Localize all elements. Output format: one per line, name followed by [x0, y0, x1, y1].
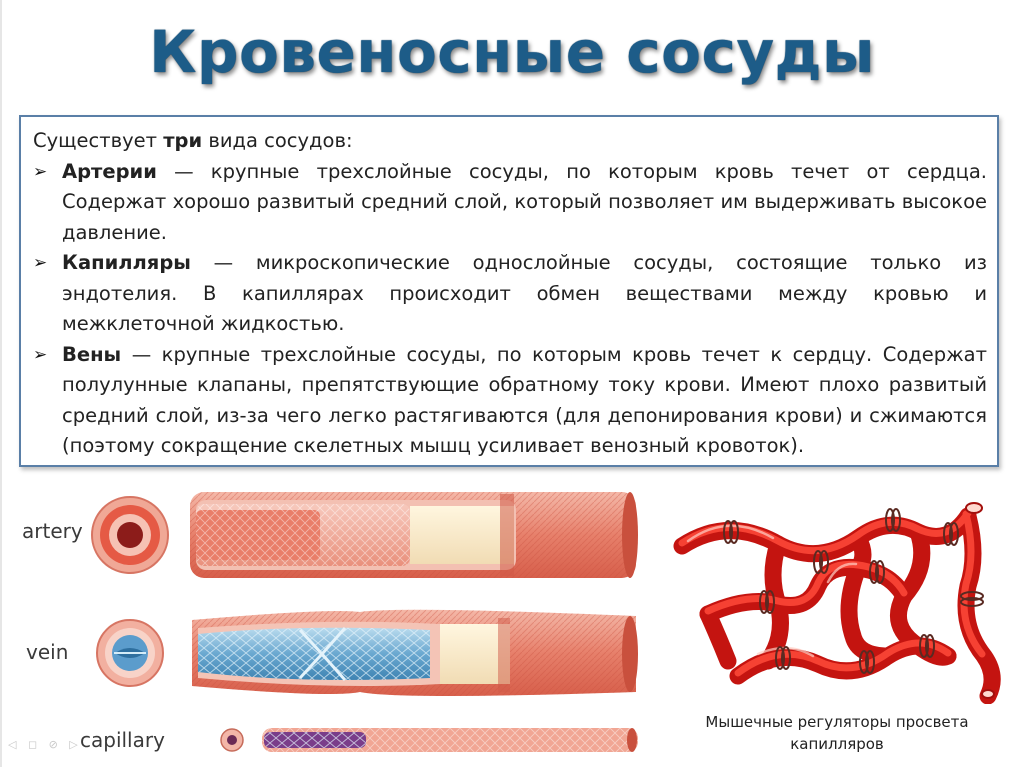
text-arteries: — крупные трехслойные сосуды, по которым кровь течет от сердца. Содержат хорошо развитый средний слой, который позволяет им выдерживать высокое давление.	[62, 159, 987, 244]
list-item-arteries	[33, 157, 987, 249]
intro-after: вида сосудов:	[202, 129, 353, 152]
intro-bold: три	[163, 129, 203, 152]
presentation-controls-icon: ◁ ◻ ⊘ ▷	[8, 738, 82, 751]
term-arteries: Артерии	[62, 159, 157, 183]
vein-label: vein	[26, 640, 69, 664]
artery-longitudinal	[190, 492, 638, 578]
intro-before: Существует	[33, 129, 164, 152]
text-capillaries: — микроскопические однослойные сосуды, состоящие только из эндотелия. В капиллярах происходит обмен веществами между кровью и межклеточной жидкостью.	[62, 251, 987, 335]
vein-cross-section	[97, 620, 163, 686]
capillary-caption	[672, 711, 1002, 755]
content-box	[19, 115, 999, 467]
arrow-bullet-icon: ➢	[33, 344, 48, 365]
capillary-label: capillary	[80, 728, 165, 752]
capillary-cross-section	[221, 729, 243, 751]
arrow-bullet-icon: ➢	[33, 253, 48, 273]
artery-label: artery	[22, 519, 83, 543]
list-item-capillaries	[33, 248, 987, 340]
capillary-longitudinal	[262, 728, 638, 752]
slide-title: Кровеносные сосуды	[149, 18, 875, 86]
caption-line-1: Мышечные регуляторы просвета	[705, 713, 969, 731]
intro-line	[33, 126, 987, 157]
capillary-network-illustration	[668, 486, 1014, 704]
vessel-illustration	[0, 478, 640, 767]
artery-cross-section	[92, 497, 168, 573]
term-veins: Вены	[62, 342, 122, 366]
vein-longitudinal	[192, 610, 638, 696]
list-item-veins	[33, 340, 987, 462]
caption-line-2: капилляров	[790, 735, 884, 753]
text-veins: — крупные трехслойные сосуды, по которым кровь течет к сердцу. Содержат полулунные клапаны, препятствующие обратному току крови. Имеют плохо развитый средний слой, из-за чего легко растягиваются (для депонирования крови) и сжимаются (поэтому сокращение скелетных мышц усиливает венозный кровоток).	[62, 342, 987, 457]
arrow-bullet-icon: ➢	[33, 161, 48, 182]
term-capillaries: Капилляры	[62, 251, 191, 274]
